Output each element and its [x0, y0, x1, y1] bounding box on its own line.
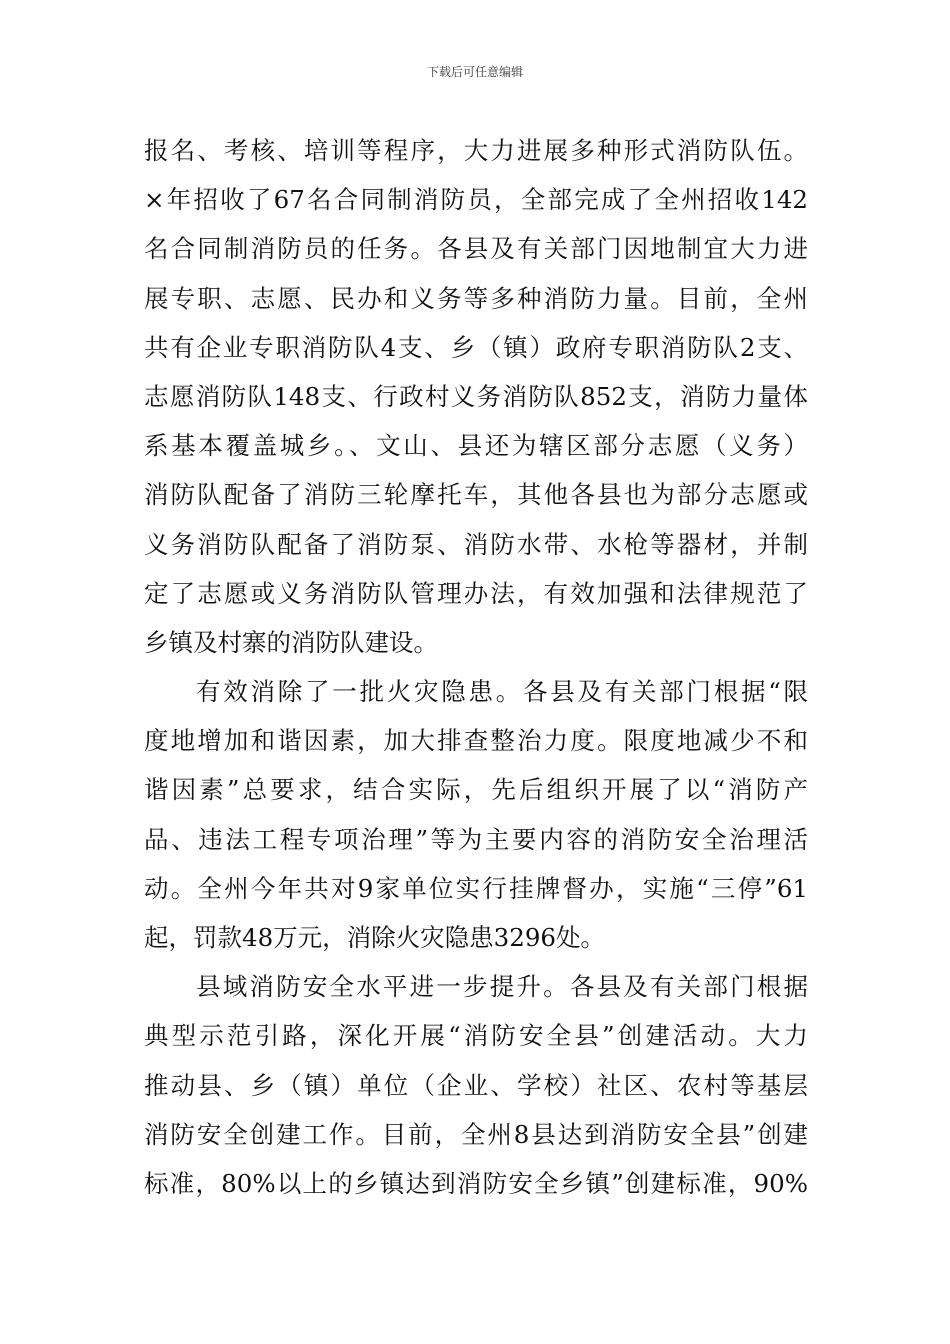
- text-line-content: 有效消除了一批火灾隐患。各县及有关部门根据“限: [196, 677, 808, 707]
- text-line: [144, 716, 808, 765]
- text-line-content: 定了志愿或义务消防队管理办法，有效加强和法律规范了: [144, 578, 808, 608]
- document-body: [144, 126, 808, 1208]
- text-line-content: 乡镇及村寨的消防队建设。: [144, 627, 438, 657]
- text-line-content: 典型示范引路，深化开展“消防安全县”创建活动。大力: [144, 1021, 808, 1051]
- text-line: [144, 274, 808, 323]
- text-line-content: 报名、考核、培训等程序，大力进展多种形式消防队伍。: [144, 136, 808, 165]
- text-line-content: 志愿消防队148支、行政村义务消防队852支，消防力量体: [144, 381, 808, 411]
- text-line: [144, 1110, 808, 1159]
- text-line: [144, 323, 808, 372]
- text-line-content: 共有企业专职消防队4支、乡（镇）政府专职消防队2支、: [144, 332, 808, 362]
- text-line: [144, 765, 808, 814]
- text-line: [144, 618, 808, 667]
- text-line: [144, 520, 808, 569]
- text-line-content: ×年招收了67名合同制消防员，全部完成了全州招收142: [144, 185, 808, 215]
- text-line-content: 起，罚款48万元，消除火灾隐患3296处。: [144, 923, 606, 952]
- text-line-content: 名合同制消防员的任务。各县及有关部门因地制宜大力进: [144, 234, 808, 264]
- text-line-content: 义务消防队配备了消防泵、消防水带、水枪等器材，并制: [144, 529, 808, 559]
- text-line-content: 推动县、乡（镇）单位（企业、学校）社区、农村等基层: [144, 1070, 808, 1100]
- text-line-content: 动。全州今年共对9家单位实行挂牌督办，实施“三停”61: [144, 873, 808, 903]
- text-line: [144, 667, 808, 716]
- text-line: [144, 470, 808, 519]
- text-line: [144, 224, 808, 273]
- text-line-content: 品、违法工程专项治理”等为主要内容的消防安全治理活: [144, 824, 808, 854]
- text-line-content: 谐因素”总要求，结合实际，先后组织开展了以“消防产: [144, 775, 808, 805]
- text-line-content: 展专职、志愿、民办和义务等多种消防力量。目前，全州: [144, 283, 808, 313]
- text-line-content: 标准，80%以上的乡镇达到消防安全乡镇”创建标准，90%: [144, 1168, 808, 1198]
- page-header: 下载后可任意编辑: [426, 65, 523, 79]
- text-line: [144, 569, 808, 618]
- text-line: [144, 175, 808, 224]
- text-line-content: 县域消防安全水平进一步提升。各县及有关部门根据: [196, 972, 808, 1002]
- text-line: [144, 1159, 808, 1208]
- text-line: [144, 126, 808, 175]
- text-line-content: 消防安全创建工作。目前，全州8县达到消防安全县”创建: [144, 1119, 808, 1149]
- text-line: [144, 421, 808, 470]
- text-line: [144, 1061, 808, 1110]
- text-line: [144, 962, 808, 1011]
- text-line: [144, 815, 808, 864]
- text-line: [144, 372, 808, 421]
- text-line: [144, 913, 808, 962]
- text-line: [144, 1011, 808, 1060]
- text-line-content: 消防队配备了消防三轮摩托车，其他各县也为部分志愿或: [144, 480, 808, 510]
- text-line-content: 度地增加和谐因素，加大排查整治力度。限度地减少不和: [144, 726, 808, 756]
- text-line-content: 系基本覆盖城乡。、文山、县还为辖区部分志愿（义务）: [144, 431, 808, 461]
- text-line: [144, 864, 808, 913]
